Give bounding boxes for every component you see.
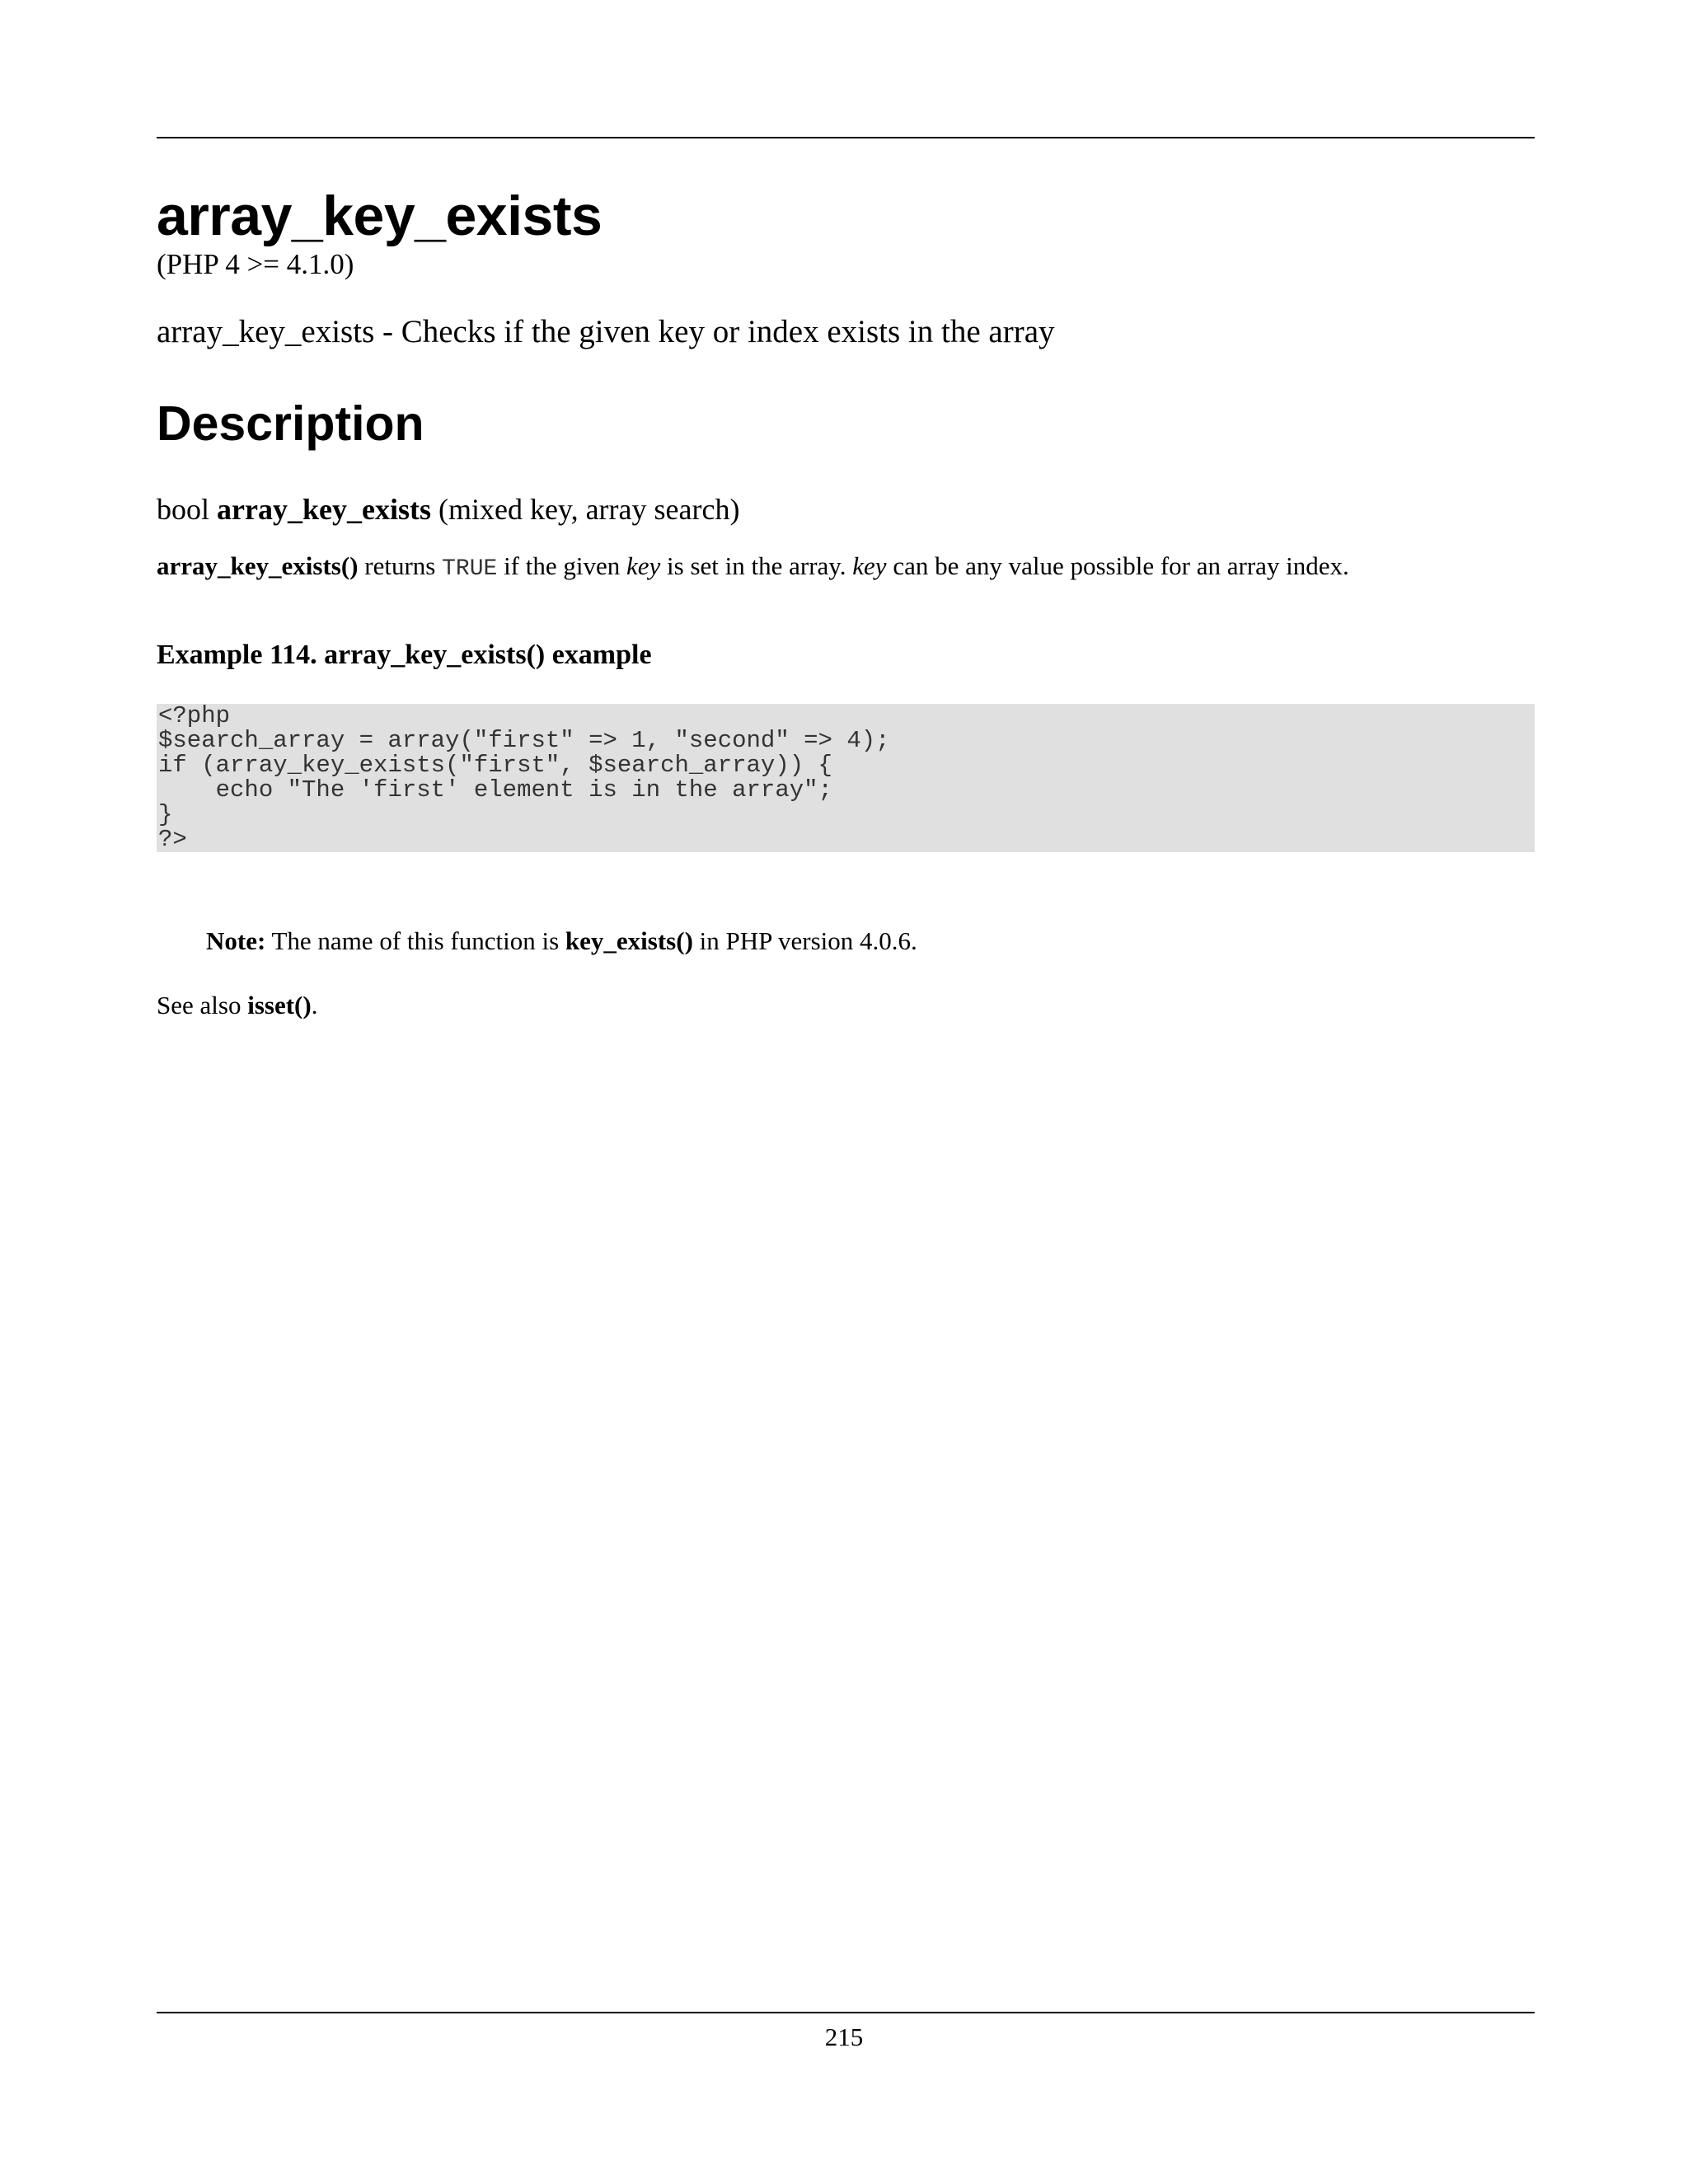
function-synopsis [157,492,1535,527]
code-example: <?php $search_array = array("first" => 1, "second" => 4); if (array_key_exists("first", $search_array)) { echo "The 'first' element is in the array"; } ?> [157,704,1535,852]
footer-rule [157,2012,1535,2013]
paragraph-text: is set in the array. [660,551,853,580]
paragraph-text: if the given [497,551,626,580]
version-info: (PHP 4 >= 4.1.0) [157,247,354,280]
note-function-reference: key_exists() [565,926,693,955]
note-text: in PHP version 4.0.6. [692,926,917,955]
constant-true: TRUE [442,555,498,582]
parameter-key: key [626,551,661,580]
see-also [157,989,1535,1022]
function-reference: array_key_exists() [157,551,359,580]
synopsis-params: (mixed key, array search) [430,493,740,527]
note-label: Note: [206,926,266,955]
description-heading: Description [157,396,424,451]
header-rule [157,137,1535,138]
paragraph-text: returns [358,551,443,580]
note-text: The name of this function is [265,926,565,955]
page-number: 215 [824,2022,864,2051]
page-content [157,185,1535,1022]
description-paragraph [157,550,1535,584]
see-also-prefix: See also [157,991,248,1020]
see-also-suffix: . [311,991,318,1020]
see-also-link[interactable]: isset() [247,991,312,1020]
example-title: Example 114. array_key_exists() example [157,639,652,670]
note [206,925,1535,958]
synopsis-function-name: array_key_exists [217,493,431,527]
parameter-key: key [852,551,887,580]
function-purpose: array_key_exists - Checks if the given key or index exists in the array [157,313,1055,349]
paragraph-text: can be any value possible for an array index. [886,551,1349,580]
function-title: array_key_exists [157,185,603,247]
synopsis-return-type: bool [157,493,218,527]
